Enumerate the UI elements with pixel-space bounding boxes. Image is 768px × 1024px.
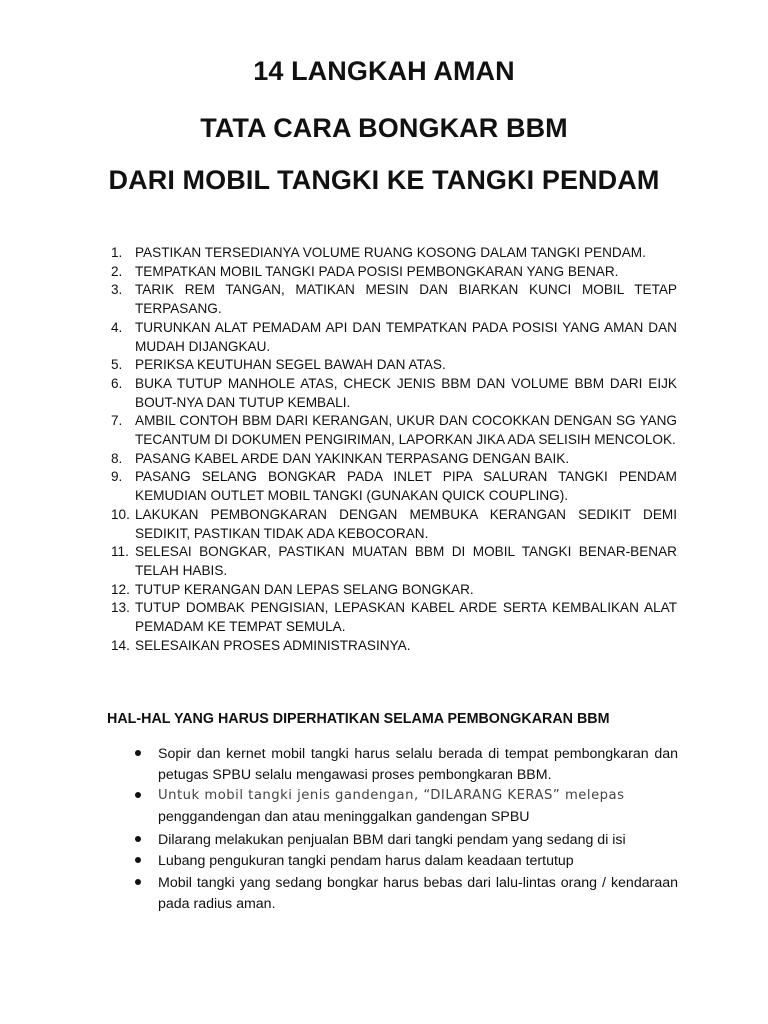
step-text: LAKUKAN PEMBONGKARAN DENGAN MEMBUKA KERANGAN SEDIKIT DEMI SEDIKIT, PASTIKAN TIDAK ADA KEBOCORAN.: [135, 506, 677, 541]
step-item-1: [111, 244, 677, 263]
step-number: 4.: [111, 319, 123, 335]
step-number: 12.: [111, 581, 130, 597]
step-item-6: [111, 375, 677, 412]
step-text: PERIKSA KEUTUHAN SEGEL BAWAH DAN ATAS.: [135, 357, 446, 373]
title-line-2: TATA CARA BONGKAR BBM: [200, 113, 568, 143]
step-number: 7.: [111, 413, 123, 429]
step-text: PASANG KABEL ARDE DAN YAKINKAN TERPASANG DENGAN BAIK.: [135, 450, 570, 466]
step-number: 13.: [111, 600, 130, 616]
bullet-dot-icon: [135, 879, 141, 885]
bullet-item-1: [135, 744, 678, 785]
step-item-9: [111, 468, 677, 505]
step-text: PASTIKAN TERSEDIANYA VOLUME RUANG KOSONG DALAM TANGKI PENDAM.: [135, 245, 646, 260]
bullet-text: Mobil tangki yang sedang bongkar harus bebas dari lalu-lintas orang / kendaraan pada radius aman.: [158, 875, 678, 912]
step-text: TUTUP DOMBAK PENGISIAN, LEPASKAN KABEL ARDE SERTA KEMBALIKAN ALAT PEMADAM KE TEMPAT SEMULA.: [135, 600, 677, 635]
step-item-5: [111, 356, 677, 375]
step-number: 3.: [111, 282, 123, 298]
step-text: PASANG SELANG BONGKAR PADA INLET PIPA SALURAN TANGKI PENDAM KEMUDIAN OUTLET MOBIL TANGKI (GUNAKAN QUICK COUPLING).: [135, 469, 677, 504]
step-text: TUTUP KERANGAN DAN LEPAS SELANG BONGKAR.: [135, 581, 474, 597]
step-text: TURUNKAN ALAT PEMADAM API DAN TEMPATKAN PADA POSISI YANG AMAN DAN MUDAH DIJANGKAU.: [135, 319, 677, 354]
step-item-8: [111, 450, 677, 469]
step-item-2: [111, 263, 677, 282]
step-text: SELESAIKAN PROSES ADMINISTRASINYA.: [135, 637, 411, 653]
title-line-3: DARI MOBIL TANGKI KE TANGKI PENDAM: [108, 165, 660, 195]
step-number: 6.: [111, 375, 123, 391]
precautions-list: [135, 744, 678, 915]
bullet-dot-icon: [135, 750, 141, 756]
step-number: 1.: [111, 245, 123, 260]
bullet-item-3: [135, 830, 678, 851]
steps-list: [111, 244, 677, 655]
step-text: BUKA TUTUP MANHOLE ATAS, CHECK JENIS BBM DAN VOLUME BBM DARI EIJK BOUT-NYA DAN TUTUP KEMBALI.: [135, 375, 677, 410]
step-text: TEMPATKAN MOBIL TANGKI PADA POSISI PEMBONGKARAN YANG BENAR.: [135, 263, 619, 279]
section-heading: HAL-HAL YANG HARUS DIPERHATIKAN SELAMA PEMBONGKARAN BBM: [107, 711, 610, 727]
bullet-item-2: [135, 786, 678, 828]
document-title: [0, 58, 768, 194]
step-item-4: [111, 319, 677, 356]
bullet-item-4: [135, 851, 678, 872]
title-line-1: 14 LANGKAH AMAN: [253, 56, 515, 86]
step-text: TARIK REM TANGAN, MATIKAN MESIN DAN BIARKAN KUNCI MOBIL TETAP TERPASANG.: [135, 282, 677, 317]
bullet-text-rest: penggandengan dan atau meninggalkan gandengan SPBU: [158, 808, 530, 825]
step-number: 9.: [111, 469, 123, 485]
step-item-12: [111, 581, 677, 600]
step-item-10: [111, 506, 677, 543]
bullet-text: Lubang pengukuran tangki pendam harus dalam keadaan tertutup: [158, 853, 574, 870]
step-item-13: [111, 599, 677, 636]
bullet-text: Sopir dan kernet mobil tangki harus selalu berada di tempat pembongkaran dan petugas SPBU selalu mengawasi proses pembongkaran BBM.: [158, 746, 678, 783]
step-text: SELESAI BONGKAR, PASTIKAN MUATAN BBM DI MOBIL TANGKI BENAR-BENAR TELAH HABIS.: [135, 544, 677, 578]
step-number: 5.: [111, 357, 123, 373]
bullet-dot-icon: [135, 857, 141, 863]
step-number: 14.: [111, 637, 130, 653]
step-number: 11.: [111, 544, 129, 560]
bullet-text: Dilarang melakukan penjualan BBM dari tangki pendam yang sedang di isi: [158, 831, 626, 848]
step-number: 10.: [111, 506, 130, 522]
step-number: 8.: [111, 450, 123, 466]
step-item-3: [111, 281, 677, 318]
step-item-7: [111, 412, 677, 449]
step-number: 2.: [111, 263, 123, 279]
step-item-11: [111, 543, 677, 580]
step-text: AMBIL CONTOH BBM DARI KERANGAN, UKUR DAN COCOKKAN DENGAN SG YANG TECANTUM DI DOKUMEN PENGIRIMAN, LAPORKAN JIKA ADA SELISIH MENCOLOK.: [135, 413, 677, 448]
step-item-14: [111, 637, 677, 656]
bullet-dot-icon: [135, 836, 141, 842]
bullet-text-first-line: Untuk mobil tangki jenis gandengan, “DILARANG KERAS” melepas: [158, 788, 625, 804]
bullet-dot-icon: [135, 792, 141, 798]
bullet-item-5: [135, 873, 678, 914]
